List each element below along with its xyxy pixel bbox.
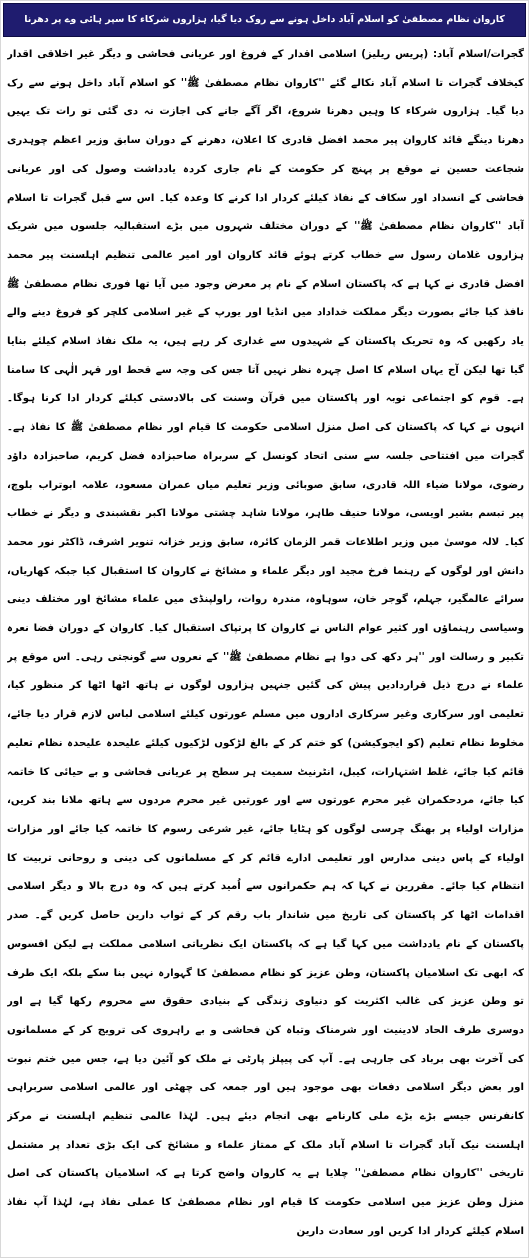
article-paragraph: گجرات/اسلام آباد: (پریس ریلیز) اسلامی اقدار کے فروغ اور عریانی فحاشی و دیگر غیر اخلاقی اقدار کیخلاف گجرات تا اسلام آباد نکالے گئے ''کاروان نظام مصطفیٰ ﷺ'' کو اسلام آباد داخل ہونے سے رک دیا گیا۔ ہزاروں شرکاء کا وہیں دھرنا شروع، اگر آگے جانے کی اجازت نہ دی گئی تو رات تک یہیں دھرنا دینگے قائد کاروان پیر محمد افضل قادری کا اعلان، دھرنے کے دوران سابق وزیر اعظم چوہدری شجاعت حسین نے موقع پر پہنچ کر حکومت کے نام جاری کردہ یادداشت وصول کی اور عریانی فحاشی کے انسداد اور سکاف کے نفاذ کیلئے کردار ادا کرنے کا وعدہ کیا۔ اس سے قبل گجرات تا اسلام آباد ''کاروان نظام مصطفیٰ ﷺ'' کے دوران مختلف شہروں میں بڑے استقبالیہ جلسوں میں شریک ہزاروں غلامان رسول سے خطاب کرتے ہوئے قائد کاروان اور امیر عالمی تنظیم اہلسنت پیر محمد افضل قادری نے کہا ہے کہ پاکستان اسلام کے نام پر معرض وجود میں آیا تھا فوری نظام مصطفیٰ ﷺ نافذ کیا جائے بصورت دیگر مملکت خداداد میں انڈیا اور یورپ کے غیر اسلامی کلچر کو فروغ دینے والے یاد رکھیں کہ وہ تحریک پاکستان کے شہیدوں سے غداری کر رہے ہیں، یہ ملک نفاذ اسلام کیلئے بنایا گیا تھا لیکن آج یہاں اسلام کا اصل چہرہ نظر نہیں آتا جس کی وجہ سے قحط اور قہر الٰہی کا سامنا ہے۔ قوم کو اجتماعی توبہ اور پاکستان میں قرآن وسنت کی بالادستی کیلئے کردار ادا کرنا ہوگا۔ انہوں نے کہا کہ پاکستان کی اصل منزل اسلامی حکومت کا قیام اور نظام مصطفیٰ ﷺ کا نفاذ ہے۔ گجرات میں افتتاحی جلسہ سے سنی اتحاد کونسل کے سربراہ صاحبزادہ فضل کریم، صاحبزادہ داؤد رضوی، مولانا ضیاء اللہ قادری، سابق صوبائی وزیر تعلیم میاں عمران مسعود، علامہ ابوتراب بلوچ، پیر تبسم بشیر اویسی، مولانا حنیف طاہر، مولانا شاہد چشتی مولانا اکبر نقشبندی و دیگر نے خطاب کیا۔ لالہ موسیٰ میں وزیر اطلاعات قمر الزمان کائرہ، سابق وزیر خزانہ تنویر اشرف، ڈاکٹر نور محمد دانش اور لوگوں کے رہنما فرخ مجید اور دیگر علماء و مشائخ نے کاروان کا استقبال کیا جبکہ کھاریاں، سرائے عالمگیر، جہلم، گوجر خان، سوہاوہ، مندرہ روات، راولپنڈی میں علماء مشائخ اور مختلف دینی وسیاسی رہنماؤں اور کثیر عوام الناس نے کاروان کا پرتپاک استقبال کیا۔ کاروان کے دوران فضا نعرہ تکبیر و رسالت اور ''ہر دکھ کی دوا ہے نظام مصطفیٰ ﷺ'' کے نعروں سے گونجتی رہی۔ اس موقع پر علماء نے درج ذیل قراردادیں پیش کی گئیں جنہیں ہزاروں لوگوں نے ہاتھ اٹھا اٹھا کر منظور کیا، تعلیمی اور سرکاری وغیر سرکاری اداروں میں مسلم عورتوں کیلئے اسلامی لباس لازم قرار دیا جائے، مخلوط نظام تعلیم (کو ایجوکیشن) کو ختم کر کے بالغ لڑکوں لڑکیوں کیلئے علیحدہ علیحدہ نظام تعلیم قائم کیا جائے، غلط اشتہارات، کیبل، انٹرنیٹ سمیت ہر سطح پر عریانی فحاشی و بے حیائی کا خاتمہ کیا جائے، مردحکمران غیر محرم عورتوں سے اور عورتیں غیر محرم مردوں سے ہاتھ ملانا بند کریں، مزارات اولیاء پر بھنگ چرسی لوگوں کو ہٹایا جائے، غیر شرعی رسوم کا خاتمہ کیا جائے اور مزارات اولیاء کے پاس دینی مدارس اور تعلیمی ادارے قائم کر کے مسلمانوں کی دینی و روحانی تربیت کا انتظام کیا جائے۔ مقررین نے کہا کہ ہم حکمرانوں سے اُمید کرتے ہیں کہ وہ درج بالا و دیگر اسلامی اقدامات اٹھا کر پاکستان کی تاریخ میں شاندار باب رقم کر کے ثواب دارین حاصل کریں گے۔ صدر پاکستان کے نام یادداشت میں کہا گیا ہے کہ پاکستان ایک نظریاتی اسلامی مملکت ہے لیکن افسوس کہ ابھی تک اسلامیان پاکستان، وطن عزیز کو نظام مصطفیٰ کا گہوارہ نہیں بنا سکے بلکہ ایک طرف تو وطن عزیز کی غالب اکثریت کو دنیاوی زندگی کے بنیادی حقوق سے محروم رکھا گیا ہے اور دوسری طرف الحاد لادینیت اور شرمناک وتباہ کن فحاشی و بے راہروی کی ترویج کر کے مسلمانوں کی آخرت بھی برباد کی جارہی ہے۔ آپ کی پیپلز پارٹی نے ملک کو آئین دیا ہے، جس میں ختم نبوت اور بعض دیگر اسلامی دفعات بھی موجود ہیں اور جمعہ کی چھٹی اور عالمی اسلامی سربراہی کانفرنس جیسے بڑے بڑے ملی کارنامے بھی انجام دیئے ہیں۔ لہٰذا عالمی تنظیم اہلسنت نے مرکز اہلسنت نیک آباد گجرات تا اسلام آباد ملک کے ممتاز علماء و مشائخ کی ایک بڑی تعداد پر مشتمل تاریخی ''کاروان نظام مصطفیٰ'' چلایا ہے یہ کاروان واضح کرتا ہے کہ اسلامیان پاکستان کی اصل منزل وطن عزیز میں اسلامی حکومت کا قیام اور نظام مصطفیٰ کا عملی نفاذ ہے، لہٰذا آپ نفاذ اسلام کیلئے کردار ادا کریں اور سعادت دارین: [7, 49, 524, 1237]
article-body: [7, 41, 524, 1255]
headline: کاروان نظام مصطفیٰ کو اسلام آباد داخل ہونے سے روک دیا گیا، ہزاروں شرکاء کا سپر ہائی وے پر دھرنا: [24, 14, 505, 25]
headline-banner: [3, 3, 526, 37]
